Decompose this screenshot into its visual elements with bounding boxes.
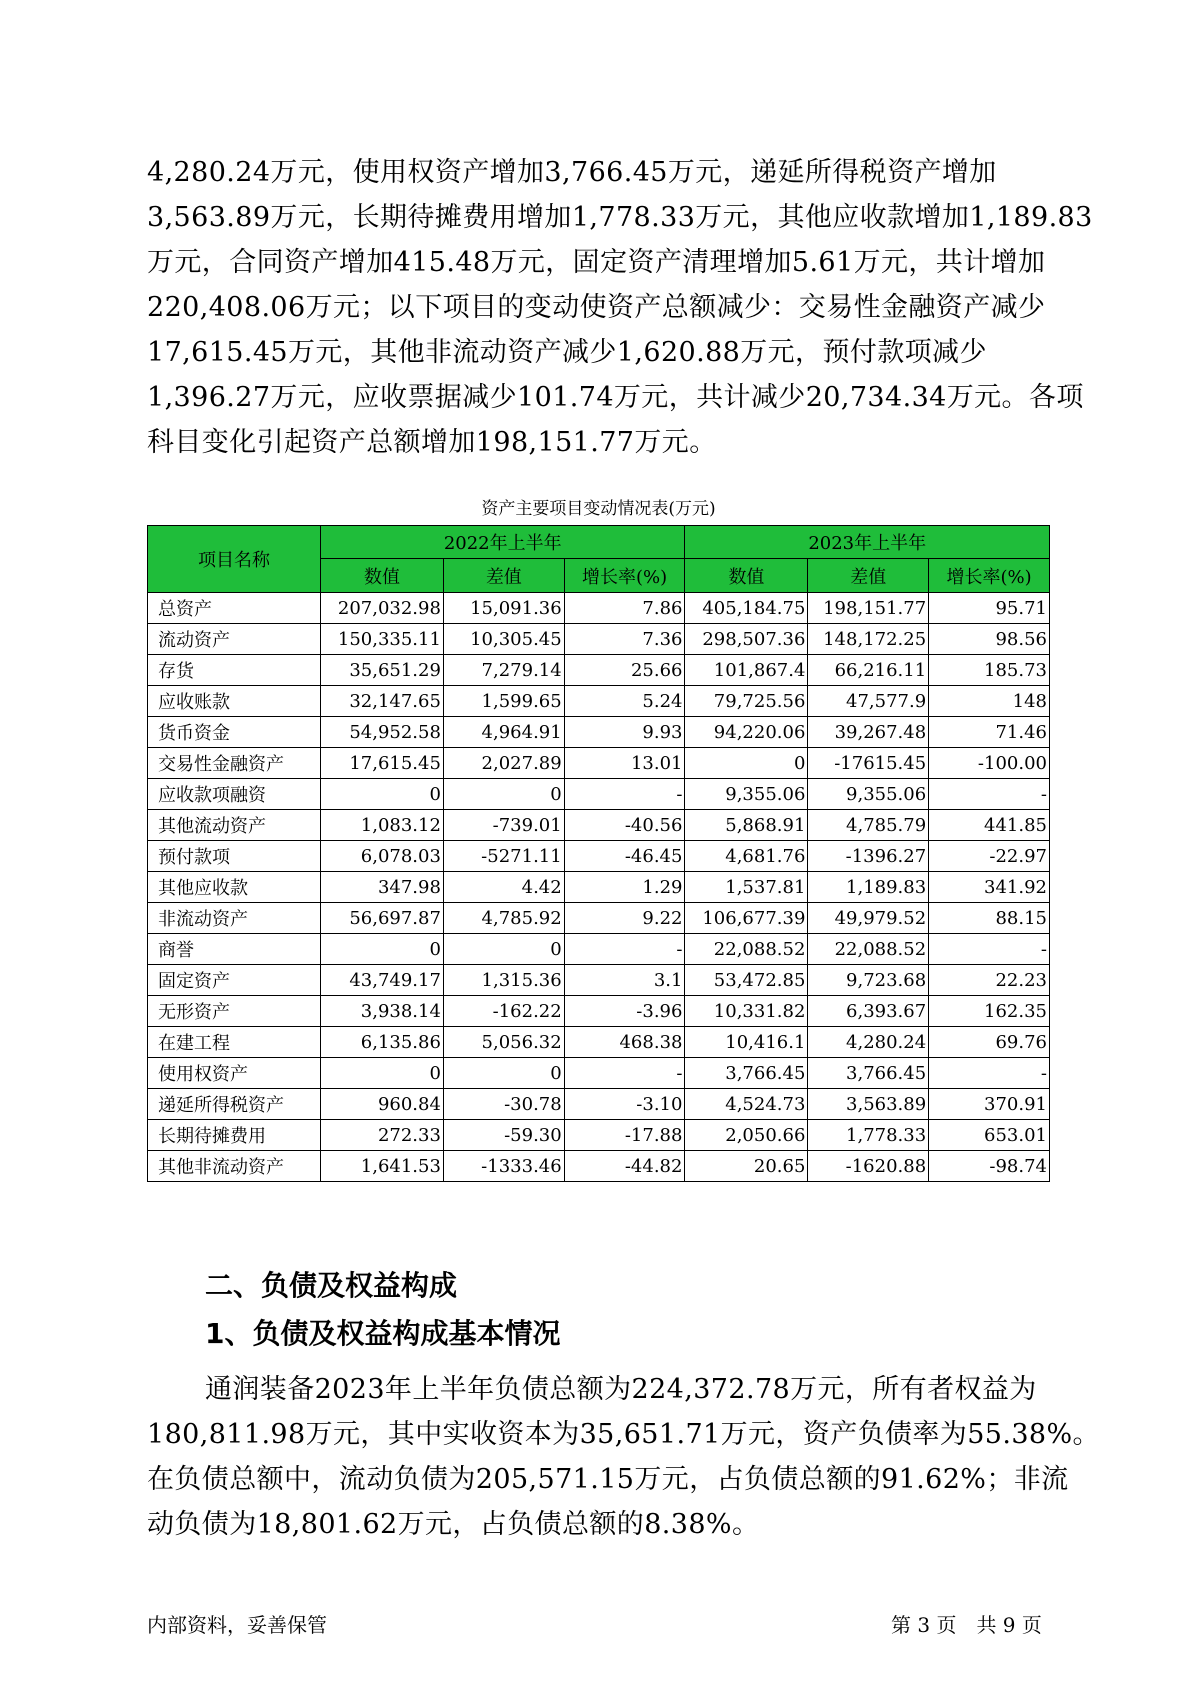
column-header-diff-2022: 差值 [443, 559, 564, 593]
column-header-value-2022: 数值 [321, 559, 444, 593]
table-cell: 7,279.14 [443, 655, 564, 686]
row-label: 使用权资产 [148, 1058, 321, 1089]
column-header-growth-2022: 增长率(%) [564, 559, 685, 593]
para2-line: 动负债为18,801.62万元，占负债总额的8.38%。 [147, 1509, 760, 1540]
table-cell: -3.10 [564, 1089, 685, 1120]
table-cell: 43,749.17 [321, 965, 444, 996]
table-cell: 0 [685, 748, 808, 779]
table-cell: 22,088.52 [808, 934, 929, 965]
table-cell: -100.00 [929, 748, 1050, 779]
table-cell: 4,280.24 [808, 1027, 929, 1058]
intro-paragraph [147, 150, 1093, 465]
intro-line: 万元，合同资产增加415.48万元，固定资产清理增加5.61万元，共计增加 [147, 247, 1046, 278]
table-cell: 0 [321, 1058, 444, 1089]
table-cell: 2,027.89 [443, 748, 564, 779]
table-cell: 10,416.1 [685, 1027, 808, 1058]
table-cell: 32,147.65 [321, 686, 444, 717]
table-row [148, 624, 1050, 655]
table-cell: - [929, 934, 1050, 965]
table-cell: 25.66 [564, 655, 685, 686]
table-cell: 3,766.45 [808, 1058, 929, 1089]
table-cell: -17.88 [564, 1120, 685, 1151]
table-cell: 9,723.68 [808, 965, 929, 996]
table-cell: 9.93 [564, 717, 685, 748]
table-cell: 13.01 [564, 748, 685, 779]
table-cell: 35,651.29 [321, 655, 444, 686]
table-cell: 22,088.52 [685, 934, 808, 965]
table-cell: -59.30 [443, 1120, 564, 1151]
table-row [148, 903, 1050, 934]
table-cell: 4.42 [443, 872, 564, 903]
table-row [148, 841, 1050, 872]
table-row [148, 872, 1050, 903]
table-cell: 5,056.32 [443, 1027, 564, 1058]
table-cell: 4,524.73 [685, 1089, 808, 1120]
table-cell: 79,725.56 [685, 686, 808, 717]
table-cell: 653.01 [929, 1120, 1050, 1151]
intro-line: 科目变化引起资产总额增加198,151.77万元。 [147, 427, 717, 458]
table-cell: 1,537.81 [685, 872, 808, 903]
para2-line: 180,811.98万元，其中实收资本为35,651.71万元，资产负债率为55.38%。 [147, 1419, 1100, 1450]
row-label: 流动资产 [148, 624, 321, 655]
table-cell: 56,697.87 [321, 903, 444, 934]
table-row [148, 779, 1050, 810]
table-cell: 6,393.67 [808, 996, 929, 1027]
table-cell: -1620.88 [808, 1151, 929, 1182]
row-label: 应收款项融资 [148, 779, 321, 810]
table-cell: 405,184.75 [685, 593, 808, 624]
table-cell: 2,050.66 [685, 1120, 808, 1151]
table-cell: 0 [321, 934, 444, 965]
table-cell: -5271.11 [443, 841, 564, 872]
table-cell: 1,189.83 [808, 872, 929, 903]
table-cell: 1,778.33 [808, 1120, 929, 1151]
table-cell: 370.91 [929, 1089, 1050, 1120]
footer-confidential: 内部资料，妥善保管 [147, 1613, 327, 1637]
row-label: 在建工程 [148, 1027, 321, 1058]
table-cell: 101,867.4 [685, 655, 808, 686]
table-cell: 47,577.9 [808, 686, 929, 717]
table-cell: - [929, 779, 1050, 810]
column-header-growth-2023: 增长率(%) [929, 559, 1050, 593]
table-cell: 5.24 [564, 686, 685, 717]
table-cell: 17,615.45 [321, 748, 444, 779]
table-cell: 1,083.12 [321, 810, 444, 841]
table-cell: 347.98 [321, 872, 444, 903]
table-cell: 3.1 [564, 965, 685, 996]
table-cell: -40.56 [564, 810, 685, 841]
column-header-name: 项目名称 [148, 526, 321, 593]
table-cell: -22.97 [929, 841, 1050, 872]
table-cell: -46.45 [564, 841, 685, 872]
row-label: 总资产 [148, 593, 321, 624]
asset-changes-table [147, 525, 1050, 1182]
subsection-heading: 1、负债及权益构成基本情况 [205, 1317, 561, 1350]
footer-page-number: 第 3 页 共 9 页 [891, 1613, 1042, 1637]
table-cell: 4,964.91 [443, 717, 564, 748]
table-row [148, 717, 1050, 748]
table-cell: 185.73 [929, 655, 1050, 686]
table-body [148, 593, 1050, 1182]
table-cell: 22.23 [929, 965, 1050, 996]
table-cell: 960.84 [321, 1089, 444, 1120]
row-label: 其他应收款 [148, 872, 321, 903]
table-cell: 0 [443, 779, 564, 810]
table-cell: 39,267.48 [808, 717, 929, 748]
table-cell: 66,216.11 [808, 655, 929, 686]
table-cell: 10,305.45 [443, 624, 564, 655]
table-row [148, 686, 1050, 717]
table-cell: 298,507.36 [685, 624, 808, 655]
table-cell: 1.29 [564, 872, 685, 903]
table-cell: 7.86 [564, 593, 685, 624]
table-cell: -3.96 [564, 996, 685, 1027]
row-label: 递延所得税资产 [148, 1089, 321, 1120]
row-label: 应收账款 [148, 686, 321, 717]
table-cell: -1333.46 [443, 1151, 564, 1182]
table-row [148, 1151, 1050, 1182]
table-row [148, 1120, 1050, 1151]
row-label: 存货 [148, 655, 321, 686]
table-cell: 71.46 [929, 717, 1050, 748]
table-row [148, 593, 1050, 624]
table-cell: 6,135.86 [321, 1027, 444, 1058]
table-cell: 4,785.79 [808, 810, 929, 841]
table-cell: -98.74 [929, 1151, 1050, 1182]
table-cell: 1,599.65 [443, 686, 564, 717]
row-label: 其他非流动资产 [148, 1151, 321, 1182]
table-cell: 150,335.11 [321, 624, 444, 655]
row-label: 货币资金 [148, 717, 321, 748]
row-label: 其他流动资产 [148, 810, 321, 841]
table-cell: 9,355.06 [685, 779, 808, 810]
table-cell: - [564, 934, 685, 965]
table-row [148, 810, 1050, 841]
column-header-diff-2023: 差值 [808, 559, 929, 593]
table-cell: -44.82 [564, 1151, 685, 1182]
liabilities-paragraph [147, 1367, 1100, 1547]
table-cell: 3,766.45 [685, 1058, 808, 1089]
table-cell: 0 [443, 1058, 564, 1089]
table-cell: 54,952.58 [321, 717, 444, 748]
table-caption: 资产主要项目变动情况表(万元) [481, 499, 716, 519]
table-row [148, 934, 1050, 965]
table-cell: 207,032.98 [321, 593, 444, 624]
table-row [148, 655, 1050, 686]
table-cell: 106,677.39 [685, 903, 808, 934]
table-cell: 4,785.92 [443, 903, 564, 934]
table-row [148, 1058, 1050, 1089]
table-cell: 148 [929, 686, 1050, 717]
row-label: 固定资产 [148, 965, 321, 996]
intro-line: 4,280.24万元，使用权资产增加3,766.45万元，递延所得税资产增加 [147, 157, 997, 188]
table-cell: 162.35 [929, 996, 1050, 1027]
table-cell: - [564, 1058, 685, 1089]
table-row [148, 748, 1050, 779]
table-cell: 9.22 [564, 903, 685, 934]
section-heading: 二、负债及权益构成 [205, 1269, 458, 1302]
table-cell: 341.92 [929, 872, 1050, 903]
table-cell: 3,563.89 [808, 1089, 929, 1120]
intro-line: 1,396.27万元，应收票据减少101.74万元，共计减少20,734.34万元。各项 [147, 382, 1084, 413]
row-label: 预付款项 [148, 841, 321, 872]
table-cell: 441.85 [929, 810, 1050, 841]
intro-line: 17,615.45万元，其他非流动资产减少1,620.88万元，预付款项减少 [147, 337, 987, 368]
table-cell: -162.22 [443, 996, 564, 1027]
table-cell: 4,681.76 [685, 841, 808, 872]
row-label: 长期待摊费用 [148, 1120, 321, 1151]
table-cell: 1,641.53 [321, 1151, 444, 1182]
table-cell: 198,151.77 [808, 593, 929, 624]
column-group-2023: 2023年上半年 [685, 526, 1050, 559]
table-cell: 0 [443, 934, 564, 965]
table-cell: 98.56 [929, 624, 1050, 655]
table-cell: 20.65 [685, 1151, 808, 1182]
table-cell: 6,078.03 [321, 841, 444, 872]
table-cell: 9,355.06 [808, 779, 929, 810]
table-cell: -17615.45 [808, 748, 929, 779]
para2-line: 通润装备2023年上半年负债总额为224,372.78万元，所有者权益为 [205, 1374, 1037, 1405]
table-cell: 94,220.06 [685, 717, 808, 748]
table-cell: -739.01 [443, 810, 564, 841]
table-cell: 95.71 [929, 593, 1050, 624]
row-label: 无形资产 [148, 996, 321, 1027]
table-cell: 10,331.82 [685, 996, 808, 1027]
table-cell: 468.38 [564, 1027, 685, 1058]
table-cell: -30.78 [443, 1089, 564, 1120]
table-row [148, 996, 1050, 1027]
table-cell: 88.15 [929, 903, 1050, 934]
table-cell: 49,979.52 [808, 903, 929, 934]
table-row [148, 1027, 1050, 1058]
table-cell: - [564, 779, 685, 810]
column-header-value-2023: 数值 [685, 559, 808, 593]
table-cell: 69.76 [929, 1027, 1050, 1058]
table-cell: 1,315.36 [443, 965, 564, 996]
table-cell: 3,938.14 [321, 996, 444, 1027]
table-cell: - [929, 1058, 1050, 1089]
table-cell: -1396.27 [808, 841, 929, 872]
intro-line: 3,563.89万元，长期待摊费用增加1,778.33万元，其他应收款增加1,189.83 [147, 202, 1093, 233]
table-cell: 5,868.91 [685, 810, 808, 841]
row-label: 交易性金融资产 [148, 748, 321, 779]
table-row [148, 965, 1050, 996]
intro-line: 220,408.06万元；以下项目的变动使资产总额减少：交易性金融资产减少 [147, 292, 1046, 323]
table-row [148, 1089, 1050, 1120]
row-label: 非流动资产 [148, 903, 321, 934]
row-label: 商誉 [148, 934, 321, 965]
table-cell: 15,091.36 [443, 593, 564, 624]
para2-line: 在负债总额中，流动负债为205,571.15万元，占负债总额的91.62%；非流 [147, 1464, 1069, 1495]
table-cell: 0 [321, 779, 444, 810]
column-group-2022: 2022年上半年 [321, 526, 685, 559]
table-cell: 272.33 [321, 1120, 444, 1151]
table-cell: 7.36 [564, 624, 685, 655]
table-cell: 148,172.25 [808, 624, 929, 655]
table-cell: 53,472.85 [685, 965, 808, 996]
